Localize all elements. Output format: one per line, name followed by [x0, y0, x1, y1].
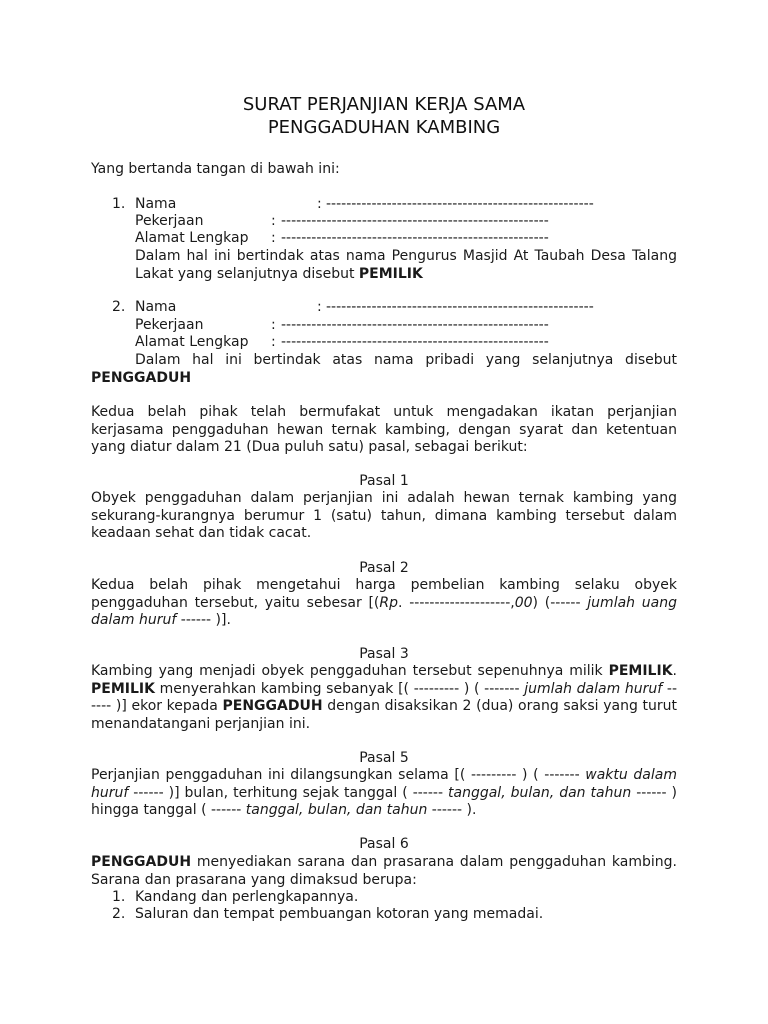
pasal-3-text-4: ------ )] ekor kepada — [91, 680, 677, 714]
pasal-6-body — [91, 854, 677, 889]
party-2-job-label: Pekerjaan — [135, 317, 204, 333]
party-2-address-blank: ----------------------------------------------------- — [281, 334, 549, 350]
party-1-name-colon: : — [317, 196, 322, 212]
pasal-5-heading: Pasal 5 — [359, 750, 409, 766]
party-2-job-colon: : — [271, 317, 276, 333]
document-title-line1: SURAT PERJANJIAN KERJA SAMA — [242, 94, 526, 115]
party-1-number: 1. — [112, 196, 126, 212]
party-1-address-blank: ----------------------------------------------------- — [281, 230, 549, 246]
pasal-3-owner-1: PEMILIK — [608, 663, 673, 679]
party-1-name-label: Nama — [135, 196, 177, 212]
party-2-address-row — [91, 334, 677, 352]
party-2-name-colon: : — [317, 299, 322, 315]
party-1-description-line1: Dalam hal ini bertindak atas nama Pengurus Masjid At Taubah Desa Talang — [135, 248, 677, 264]
party-1-address-colon: : — [271, 230, 276, 246]
pasal-2-body — [91, 577, 677, 630]
party-1-address-row — [91, 230, 677, 248]
party-1-job-label: Pekerjaan — [135, 213, 204, 229]
pasal-3-text-3: menyerahkan kambing sebanyak [( --------- ) ( ------- — [154, 680, 525, 697]
intro-text: Yang bertanda tangan di bawah ini: — [91, 161, 340, 177]
pasal-6-heading: Pasal 6 — [359, 836, 409, 852]
pasal-2-text-1: Kedua belah pihak mengetahui harga pembelian kambing selaku obyek penggaduhan tersebut, yaitu sebesar [( — [91, 577, 677, 611]
party-1-job-colon: : — [271, 213, 276, 229]
party-1-description-text: Lakat yang selanjutnya disebut — [135, 266, 359, 282]
document-title-line2: PENGGADUHAN KAMBING — [267, 117, 501, 138]
pasal-5-text-4: ------ ). — [427, 802, 477, 818]
pasal-5-text-2: ------ )] bulan, terhitung sejak tanggal ( ------ — [128, 784, 449, 801]
pasal-6-item-2-text: Saluran dan tempat pembuangan kotoran yang memadai. — [135, 906, 544, 922]
pasal-2-heading: Pasal 2 — [359, 560, 409, 576]
party-2-job-row — [91, 317, 677, 335]
party-1-description-line2 — [135, 266, 677, 284]
party-1-address-label: Alamat Lengkap — [135, 230, 249, 246]
party-1-job-row — [91, 213, 677, 231]
pasal-2-decimals: 00 — [514, 594, 533, 611]
pasal-5-duration-words: waktu dalam huruf — [91, 767, 677, 801]
pasal-3-text-2: . — [672, 663, 677, 679]
pasal-2-text-4: ------ )]. — [176, 612, 231, 628]
party-2-name-label: Nama — [135, 299, 177, 315]
party-1-job-blank: ----------------------------------------------------- — [281, 213, 549, 229]
party-1-role: PEMILIK — [358, 266, 423, 282]
pasal-2-amount-words: jumlah uang dalam huruf — [91, 594, 678, 628]
pasal-5-body — [91, 767, 677, 820]
party-2-address-label: Alamat Lengkap — [135, 334, 249, 350]
pasal-5-text-3: ------ ) hingga tanggal ( ------ — [91, 784, 677, 818]
pasal-6-text-1: menyediakan sarana dan prasarana dalam penggaduhan kambing. Sarana dan prasarana yang dimaksud berupa: — [91, 854, 677, 888]
party-2-description-line1: Dalam hal ini bertindak atas nama pribadi yang selanjutnya disebut — [135, 352, 677, 368]
pasal-1-body: Obyek penggaduhan dalam perjanjian ini adalah hewan ternak kambing yang sekurang-kurangnya berumur 1 (satu) tahun, dimana kambing tersebut dalam keadaan sehat dan tidak cacat. — [91, 490, 677, 541]
pasal-3-owner-2: PEMILIK — [91, 680, 155, 697]
party-2-name-blank: ----------------------------------------------------- — [326, 299, 594, 315]
pasal-2-text-2: . --------------------, — [398, 594, 515, 611]
pasal-6-item-1-number: 1. — [112, 889, 126, 905]
pasal-2-text-3: ) (------ — [532, 594, 588, 611]
pasal-5-end-date: tanggal, bulan, dan tahun — [245, 802, 428, 818]
pasal-5-start-date: tanggal, bulan, dan tahun — [448, 784, 632, 801]
agreement-intro: Kedua belah pihak telah bermufakat untuk mengadakan ikatan perjanjian kerjasama penggaduhan hewan ternak kambing, dengan syarat dan ketentuan yang diatur dalam 21 (Dua puluh satu) pasal, sebagai berikut: — [91, 404, 677, 455]
pasal-3-heading: Pasal 3 — [359, 646, 409, 662]
pasal-6-penggaduh: PENGGADUH — [91, 854, 192, 870]
pasal-3-body — [91, 663, 677, 733]
party-1-name-blank: ----------------------------------------------------- — [326, 196, 594, 212]
pasal-3-count-words: jumlah dalam huruf — [524, 680, 663, 697]
pasal-3-text-1: Kambing yang menjadi obyek penggaduhan tersebut sepenuhnya milik — [91, 663, 609, 679]
pasal-6-item-2-number: 2. — [112, 906, 126, 922]
party-2-number: 2. — [112, 299, 126, 315]
party-1-name-row — [91, 196, 677, 214]
pasal-1-heading: Pasal 1 — [359, 473, 409, 489]
party-2-role: PENGGADUH — [91, 370, 192, 386]
pasal-5-text-1: Perjanjian penggaduhan ini dilangsungkan selama [( --------- ) ( ------- — [91, 767, 586, 783]
party-2-address-colon: : — [271, 334, 276, 350]
pasal-3-penggaduh: PENGGADUH — [222, 698, 323, 714]
pasal-6-item-1-text: Kandang dan perlengkapannya. — [135, 889, 359, 905]
party-2-job-blank: ----------------------------------------------------- — [281, 317, 549, 333]
pasal-3-text-5: dengan disaksikan 2 (dua) orang saksi yang turut menandatangani perjanjian ini. — [91, 698, 677, 732]
party-2-name-row — [91, 299, 677, 317]
pasal-2-currency: Rp — [379, 594, 399, 611]
